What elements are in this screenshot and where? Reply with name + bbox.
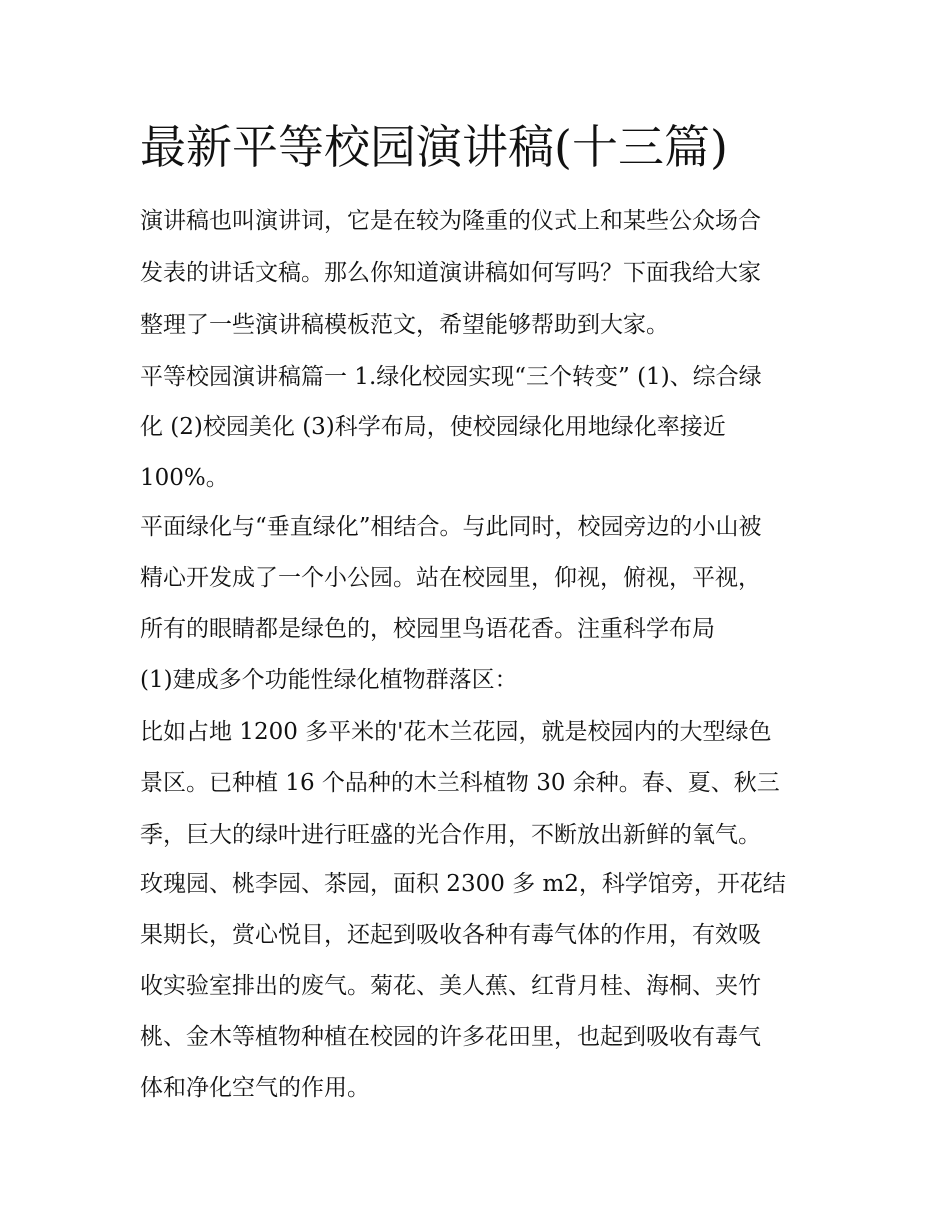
paragraph-line: 体和净化空气的作用。 (140, 1075, 370, 1101)
paragraph-line: 整理了一些演讲稿模板范文，希望能够帮助到大家。 (140, 312, 669, 338)
paragraph-line: 平面绿化与“垂直绿化”相结合。与此同时，校园旁边的小山被 (140, 514, 762, 540)
paragraph-line: 平等校园演讲稿篇一 1.绿化校园实现“三个转变” (1)、综合绿 (140, 364, 762, 390)
paragraph-line: 比如占地 1200 多平米的'花木兰花园，就是校园内的大型绿色 (140, 719, 772, 745)
paragraph-line: 化 (2)校园美化 (3)科学布局，使校园绿化用地绿化率接近 (140, 414, 726, 440)
paragraph-line: (1)建成多个功能性绿化植物群落区： (140, 667, 518, 693)
paragraph-line: 发表的讲话文稿。那么你知道演讲稿如何写吗？下面我给大家 (140, 260, 761, 286)
paragraph-line: 桃、金木等植物种植在校园的许多花田里，也起到吸收有毒气 (140, 1024, 761, 1050)
paragraph-line: 所有的眼睛都是绿色的，校园里鸟语花香。注重科学布局 (140, 616, 715, 642)
paragraph-line: 100%。 (140, 465, 229, 491)
paragraph-line: 演讲稿也叫演讲词，它是在较为隆重的仪式上和某些公众场合 (140, 208, 761, 234)
paragraph-line: 季，巨大的绿叶进行旺盛的光合作用，不断放出新鲜的氧气。 (140, 822, 761, 848)
paragraph-line: 果期长，赏心悦目，还起到吸收各种有毒气体的作用，有效吸 (140, 922, 761, 948)
document-title: 最新平等校园演讲稿(十三篇) (140, 120, 728, 174)
paragraph-line: 精心开发成了一个小公园。站在校园里，仰视，俯视，平视， (140, 565, 761, 591)
paragraph-line: 收实验室排出的废气。菊花、美人蕉、红背月桂、海桐、夹竹 (140, 973, 761, 999)
paragraph-line: 玫瑰园、桃李园、茶园，面积 2300 多 m2，科学馆旁，开花结 (140, 871, 786, 897)
paragraph-line: 景区。已种植 16 个品种的木兰科植物 30 余种。春、夏、秋三 (140, 770, 780, 796)
